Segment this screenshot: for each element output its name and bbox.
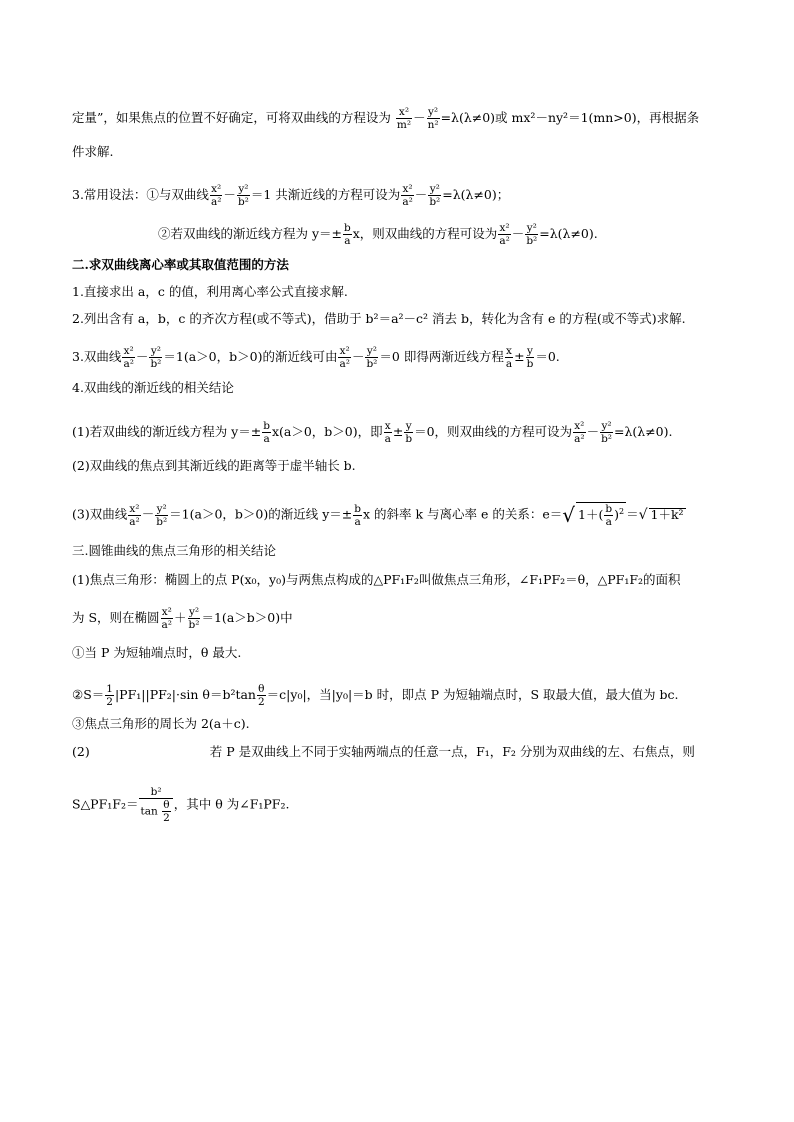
line-13: 为 S，则在椭圆 $\frac{\text{x²}}{\text{a²}}$ ＋ $\frac{\text{y²}}{\text{b²}}$ ＝1(a＞b＞0)中 [72, 606, 293, 632]
text: 定量”，如果焦点的位置不好确定，可将双曲线的方程设为 [72, 110, 391, 126]
line-8: 4.双曲线的渐近线的相关结论 [72, 380, 234, 395]
line-1: 定量”，如果焦点的位置不好确定，可将双曲线的方程设为 $\frac{\text{x²}}{\text{m²}}$ － $\frac{\text{y²}}{\text{n²}}$ =λ(λ≠0)或 mx²－ny²＝1(mn>0)，再根据条 [72, 106, 700, 132]
line-15: ②S＝ $\frac{1}{2}$ |PF₁||PF₂|·sin θ＝b²tan $\frac{\theta}{2}$ ＝c|y₀|，当|y₀|＝b 时，即点 P 为短轴端点时，S 取最大值，最大值为 bc. [72, 683, 679, 709]
line-3: 3.常用设法：①与双曲线 $\frac{\text{x²}}{\text{a²}}$ － $\frac{\text{y²}}{\text{b²}}$ ＝1 共渐近线的方程可设为 $\frac{\text{x²}}{\text{a²}}$ － $\frac{\text{y²}}{\text{b²}}$ =λ(λ≠0)； [72, 183, 510, 209]
line-11: (3)双曲线 $\frac{\text{x²}}{\text{a²}}$ － $\frac{\text{y²}}{\text{b²}}$ ＝1(a＞0，b＞0)的渐近线 y＝± $\frac{b}{a}$ x 的斜率 k 与离心率 e 的关系：e＝√ 1＋( $\frac{b}{a}$ )$^2$ ＝√ 1＋k² [72, 502, 684, 529]
section-heading-2: 二.求双曲线离心率或其取值范围的方法 [72, 257, 289, 272]
section-heading-3: 三.圆锥曲线的焦点三角形的相关结论 [72, 543, 276, 558]
line-7: 3.双曲线 $\frac{\text{x²}}{\text{a²}}$ － $\frac{\text{y²}}{\text{b²}}$ ＝1(a＞0，b＞0)的渐近线可由 $\frac{\text{x²}}{\text{a²}}$ － $\frac{\text{y²}}{\text{b²}}$ ＝0 即得两渐近线方程 $\frac{x}{a}$ ± $\frac{y}{b}$ ＝0. [72, 345, 560, 371]
fraction: $\frac{\text{x²}}{\text{m²}}$ [396, 106, 412, 132]
line-10: (2)双曲线的焦点到其渐近线的距离等于虚半轴长 b. [72, 458, 356, 473]
line-5: 1.直接求出 a，c 的值，利用离心率公式直接求解. [72, 284, 348, 299]
line-9: (1)若双曲线的渐近线方程为 y＝± $\frac{b}{a}$ x(a＞0，b＞0)，即 $\frac{x}{a}$ ± $\frac{y}{b}$ ＝0，则双曲线的方程可设为 $\frac{\text{x²}}{\text{a²}}$ － $\frac{\text{y²}}{\text{b²}}$ =λ(λ≠0). [72, 420, 673, 446]
line-2: 件求解. [72, 144, 114, 159]
line-6: 2.列出含有 a，b，c 的齐次方程(或不等式)，借助于 b²＝a²－c² 消去 b，转化为含有 e 的方程(或不等式)求解. [72, 311, 686, 326]
line-14: ①当 P 为短轴端点时，θ 最大. [72, 645, 242, 660]
line-17: (2) 若 P 是双曲线上不同于实轴两端点的任意一点，F₁，F₂ 分别为双曲线的左、右焦点，则 [72, 744, 695, 759]
line-16: ③焦点三角形的周长为 2(a＋c). [72, 716, 250, 731]
fraction: $\frac{\text{y²}}{\text{n²}}$ [427, 106, 439, 132]
text: =λ(λ≠0)或 mx²－ny²＝1(mn>0)，再根据条 [440, 110, 700, 126]
line-18: S△PF₁F₂＝ b² tan $\frac{\theta}{2}$ ，其中 θ 为∠F₁PF₂. [72, 786, 290, 825]
line-4: ②若双曲线的渐近线方程为 y＝± $\frac{b}{a}$ x，则双曲线的方程可设为 $\frac{\text{x²}}{\text{a²}}$ － $\frac{\text{y²}}{\text{b²}}$ =λ(λ≠0). [158, 222, 598, 248]
line-12: (1)焦点三角形：椭圆上的点 P(x₀，y₀)与两焦点构成的△PF₁F₂叫做焦点三角形，∠F₁PF₂＝θ，△PF₁F₂的面积 [72, 572, 681, 587]
